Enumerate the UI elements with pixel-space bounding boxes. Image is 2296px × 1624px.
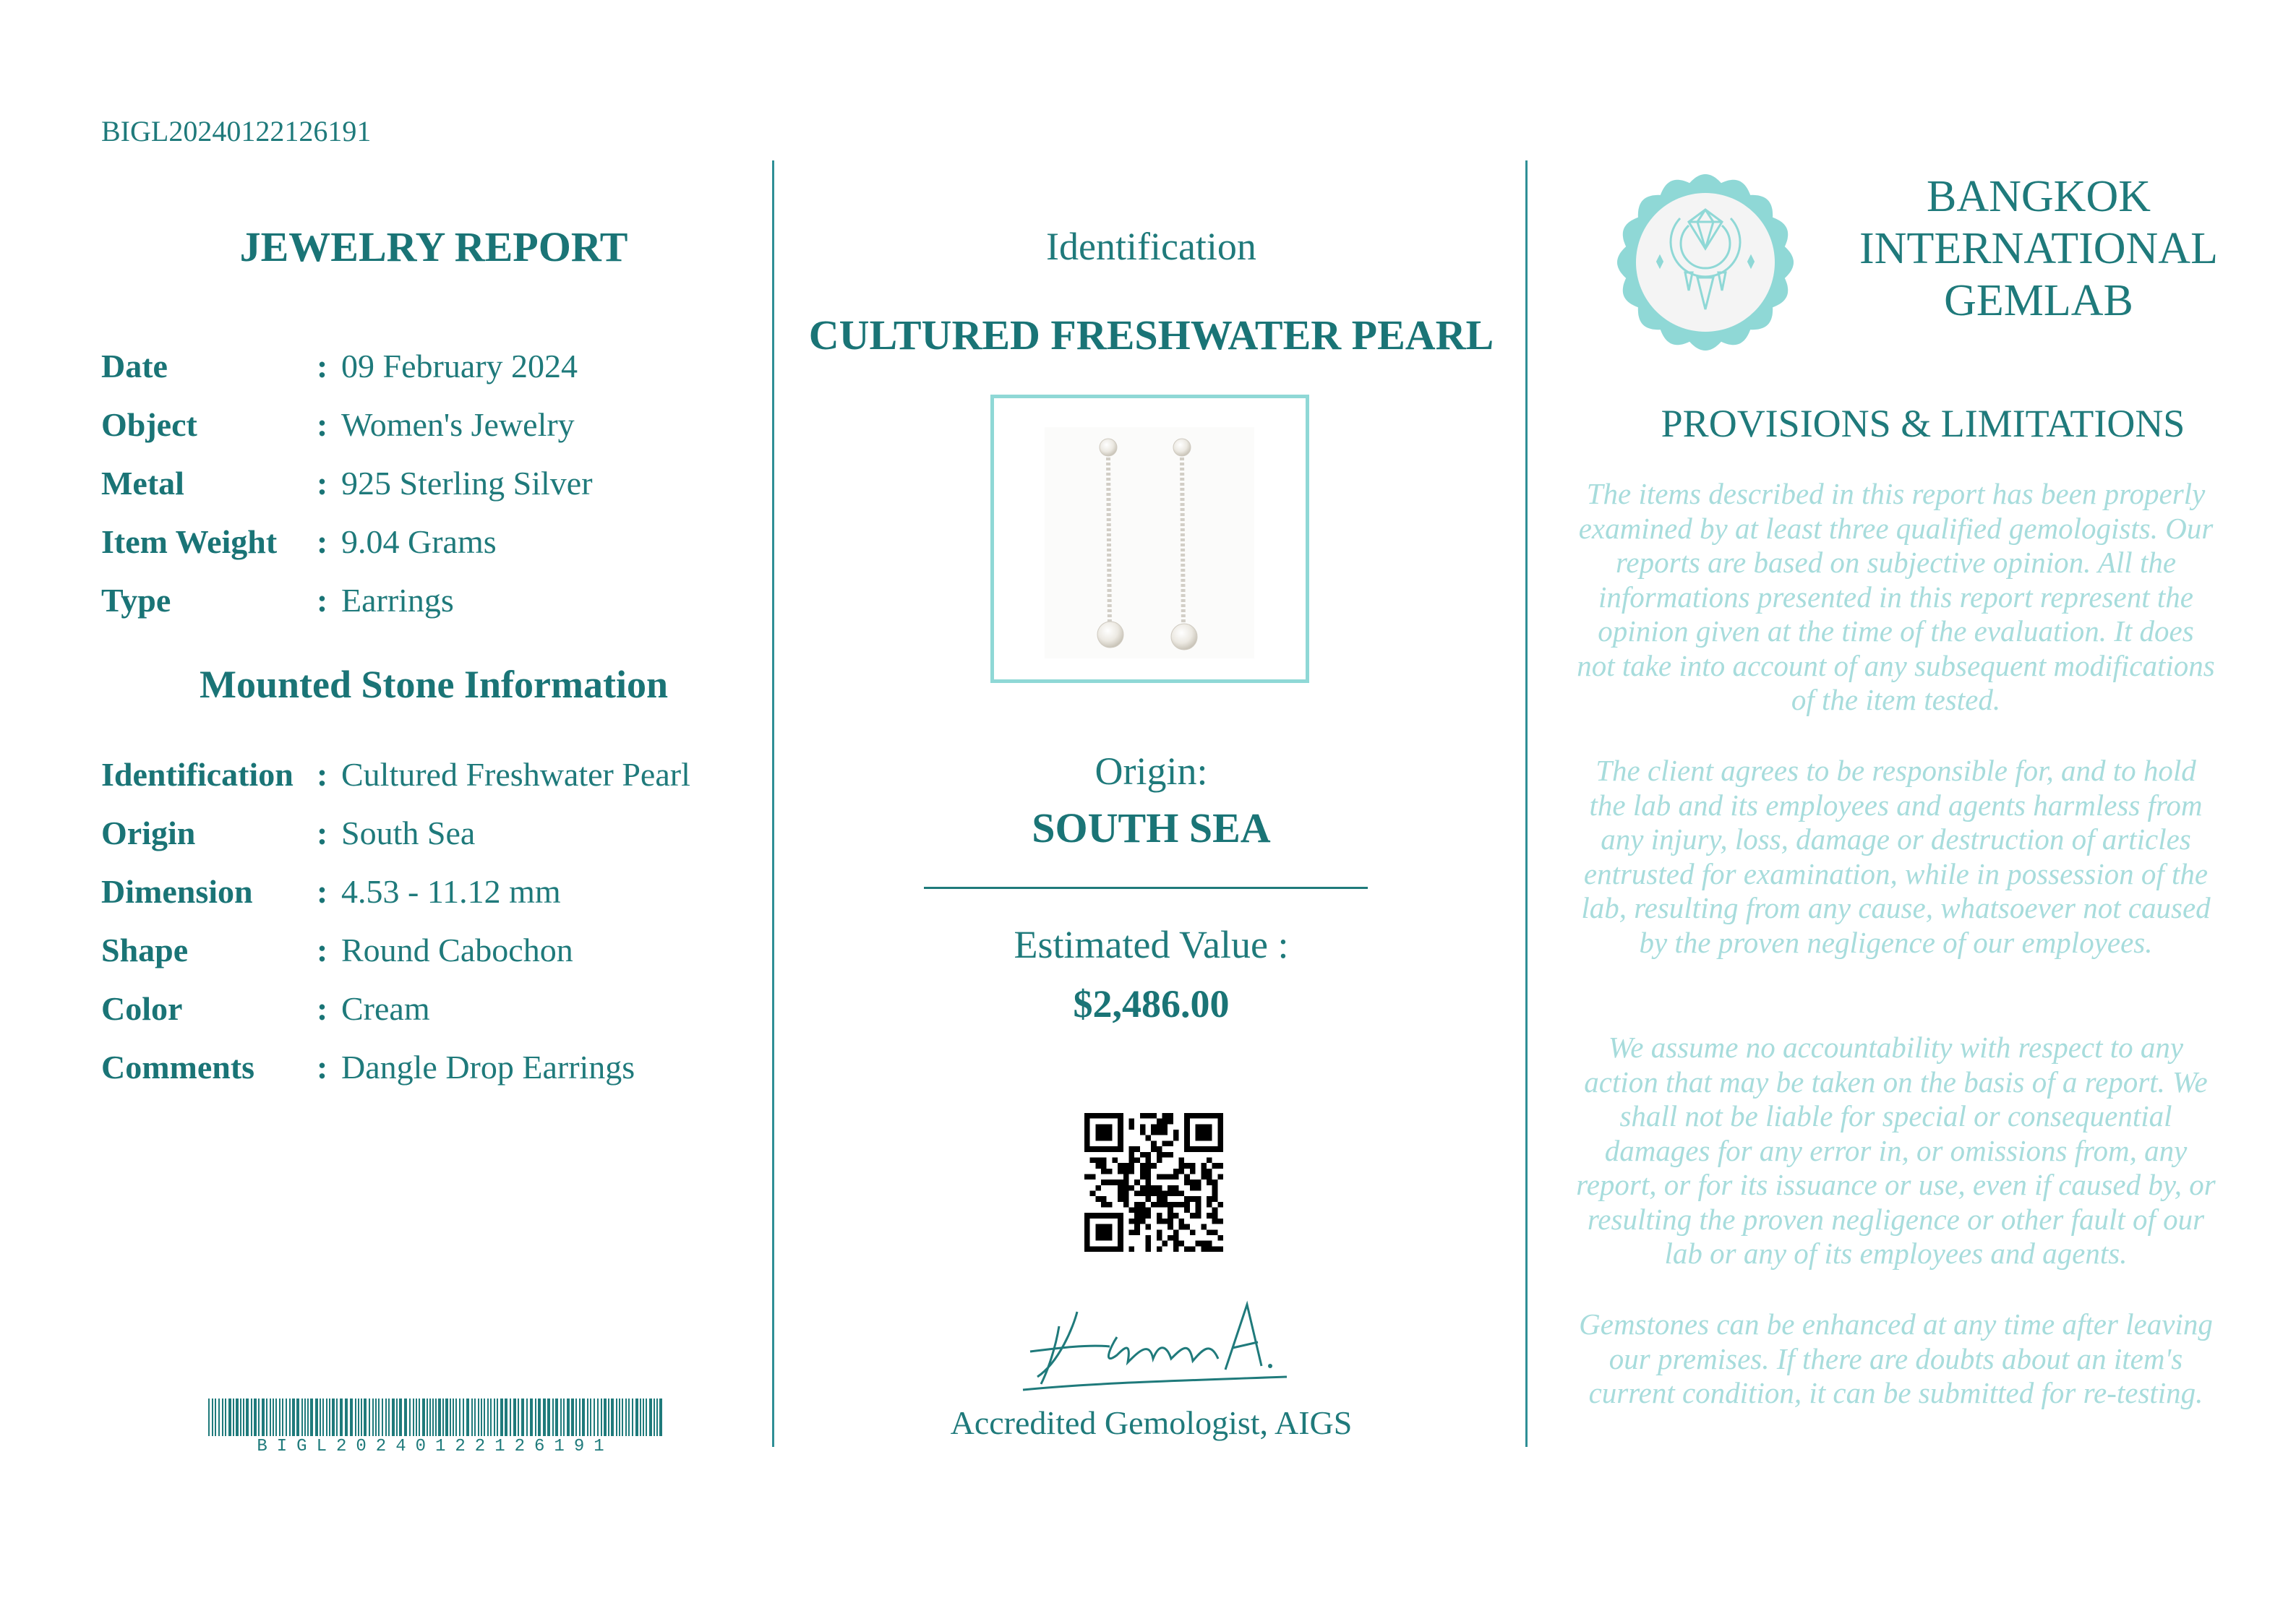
lab-name (1851, 171, 2227, 327)
item-photo-frame (990, 395, 1309, 683)
estimated-value-amount: $2,486.00 (1073, 982, 1230, 1026)
detail-label: Metal (101, 465, 184, 502)
origin-underline (924, 887, 1368, 889)
lab-name-line-1: BANGKOK (1927, 172, 2151, 221)
stone-label: Comments (101, 1049, 255, 1086)
barcode-caption: BIGL20240122126191 (257, 1437, 614, 1456)
provisions-title: PROVISIONS & LIMITATIONS (1661, 402, 2185, 445)
detail-value: 9.04 Grams (341, 523, 497, 560)
stone-separator: : (317, 756, 328, 793)
stone-separator: : (317, 990, 328, 1027)
detail-separator: : (317, 523, 328, 560)
lab-name-line-3: GEMLAB (1944, 276, 2133, 325)
gemologist-credit: Accredited Gemologist, AIGS (950, 1404, 1353, 1441)
stone-label: Color (101, 990, 183, 1027)
stone-value: Cream (341, 990, 430, 1027)
identification-name: CULTURED FRESHWATER PEARL (808, 312, 1494, 358)
detail-value: 925 Sterling Silver (341, 465, 593, 502)
stone-value: 4.53 - 11.12 mm (341, 873, 561, 910)
detail-separator: : (317, 348, 328, 384)
detail-value: Women's Jewelry (341, 406, 575, 443)
provisions-paragraph-4: Gemstones can be enhanced at any time after leaving our premises. If there are doubts about an item's current condition, it can be submitted for re-testing. (1579, 1307, 2213, 1409)
barcode (208, 1399, 662, 1436)
report-title: JEWELRY REPORT (239, 223, 628, 270)
provisions-paragraph-1: The items described in this report has been properly examined by at least three qualified gemologists. Our reports are based on subjective opinion. All the informations presented in this report represent the opinion given at the time of the evaluation. It does not take into account of any subsequent modifications of the item tested. (1577, 477, 2215, 716)
detail-label: Object (101, 406, 197, 443)
column-divider-left (772, 160, 774, 1447)
detail-separator: : (317, 406, 328, 443)
report-number: BIGL20240122126191 (101, 115, 372, 147)
detail-value: Earrings (341, 582, 454, 619)
origin-value: SOUTH SEA (1032, 804, 1271, 851)
stone-label: Shape (101, 932, 189, 968)
provisions-paragraph-2: The client agrees to be responsible for, and to hold the lab and its employees and agents harmless from any injury, loss, damage or destruction of articles entrusted for examination, while in possession of the lab, resulting from any cause, whatsoever not caused by the proven negligence of our employees. (1581, 754, 2211, 959)
detail-value: 09 February 2024 (341, 348, 578, 384)
identification-heading: Identification (1046, 225, 1256, 268)
earrings-photo (994, 398, 1306, 679)
origin-label: Origin: (1095, 749, 1208, 793)
detail-label: Type (101, 582, 171, 619)
gemologist-signature (1008, 1297, 1298, 1399)
stone-value: Round Cabochon (341, 932, 573, 968)
stone-value: South Sea (341, 815, 476, 851)
stone-label: Identification (101, 756, 294, 793)
stone-value: Dangle Drop Earrings (341, 1049, 635, 1086)
qr-code (1084, 1113, 1223, 1252)
estimated-value-label: Estimated Value : (1014, 923, 1289, 966)
detail-separator: : (317, 465, 328, 502)
detail-label: Date (101, 348, 168, 384)
stone-separator: : (317, 1049, 328, 1086)
stone-separator: : (317, 815, 328, 851)
stone-separator: : (317, 873, 328, 910)
stone-label: Dimension (101, 873, 253, 910)
provisions-paragraph-3: We assume no accountability with respect to any action that may be taken on the basis of a report. We shall not be liable for special or consequential damages for any error in, or omissions from, any report, or for its issuance or use, even if caused by, or resulting the proven negligence or other fault of our lab or any of its employees and agents. (1576, 1031, 2216, 1270)
stone-label: Origin (101, 815, 196, 851)
detail-separator: : (317, 582, 328, 619)
column-divider-right (1525, 160, 1528, 1447)
stone-value: Cultured Freshwater Pearl (341, 756, 690, 793)
stone-separator: : (317, 932, 328, 968)
mounted-stone-heading: Mounted Stone Information (199, 663, 669, 706)
lab-name-line-2: INTERNATIONAL (1859, 224, 2218, 273)
lab-seal-logo (1611, 168, 1800, 357)
detail-label: Item Weight (101, 523, 278, 560)
